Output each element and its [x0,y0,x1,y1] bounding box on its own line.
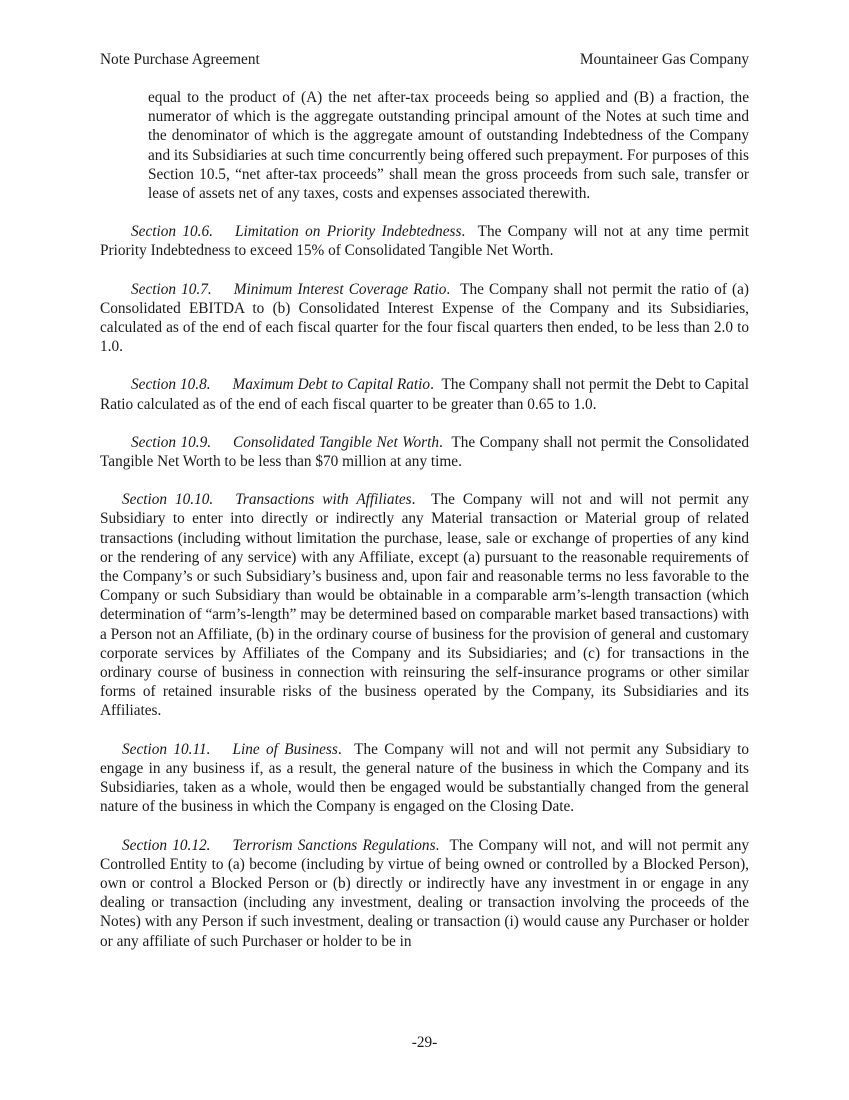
section-title: Minimum Interest Coverage Ratio [233,280,447,298]
section-body: The Company will not and will not permit any Subsidiary to enter into directly or indirectly any Material transaction or Material group of related transactions (including without limitation the purchase, lease, sale or exchange of properties of any kind or the rendering of any service) with any Affiliate, except (a) pursuant to the reasonable requirements of the Company’s or such Subsidiary’s business and, upon fair and reasonable terms no less favorable to the Company or such Subsidiary than would be obtainable in a comparable arm’s-length transaction (which determination of “arm’s-length” may be determined based on comparable market based transactions) with a Person not an Affiliate, (b) in the ordinary course of business for the provision of general and customary corporate services by Affiliates of the Company and its Subsidiaries; and (c) for transactions in the ordinary course of business in connection with reinsuring the self-insurance programs or other similar forms of retained insurable risks of the business operated by the Company, its Subsidiaries and its Affiliates. [100,491,749,720]
section-title: Maximum Debt to Capital Ratio [232,376,431,394]
section-number: Section 10.7. [131,280,212,298]
section-body: The Company will not, and will not permit any Controlled Entity to (a) become (including by virtue of being owned or controlled by a Blocked Person), own or control a Blocked Person or (b) directly or indirectly have any investment in or engage in any dealing or transaction (including any investment, dealing or transaction involving the proceeds of the Notes) with any Person if such investment, dealing or transaction (i) would cause any Purchaser or holder or any affiliate of such Purchaser or holder to be in [100,836,750,950]
section-10-8: Section 10.8. Maximum Debt to Capital Ratio. The Company shall not permit the Debt to Capital Ratio calculated as of the end of each fiscal quarter to be greater than 0.65 to 1.0. [100,376,749,413]
header-document-title: Note Purchase Agreement [100,51,260,68]
section-10-12: Section 10.12. Terrorism Sanctions Regulations. The Company will not, and will not permit any Controlled Entity to (a) become (including by virtue of being owned or controlled by a Blocked Person), own or control a Blocked Person or (b) directly or indirectly have any investment in or engage in any dealing or transaction (including any investment, dealing or transaction involving the proceeds of the Notes) with any Person if such investment, dealing or transaction (i) would cause any Purchaser or holder or any affiliate of such Purchaser or holder to be in [100,836,750,950]
section-title: Terrorism Sanctions Regulations [232,836,436,854]
section-number: Section 10.12. [122,836,211,854]
section-10-6: Section 10.6. Limitation on Priority Indebtedness. The Company will not at any time permit Priority Indebtedness to exceed 15% of Consolidated Tangible Net Worth. [100,223,750,260]
section-10-7: Section 10.7. Minimum Interest Coverage Ratio. The Company shall not permit the ratio of (a) Consolidated EBITDA to (b) Consolidated Interest Expense of the Company and its Subsidiaries, calculated as of the end of each fiscal quarter for the four fiscal quarters then ended, to be less than 2.0 to 1.0. [100,280,749,356]
section-number: Section 10.8. [131,376,211,394]
section-title: Transactions with Affiliates [235,491,412,509]
section-body: The Company shall not permit the ratio of (a) Consolidated EBITDA to (b) Consolidated Interest Expense of the Company and its Subsidiaries, calculated as of the end of each fiscal quarter for the four fiscal quarters then ended, to be less than 2.0 to 1.0. [100,280,749,356]
page-number: -29- [411,1034,438,1051]
section-number: Section 10.10. [122,491,214,509]
header-company-name: Mountaineer Gas Company [579,51,749,68]
section-title: Limitation on Priority Indebtedness [234,223,462,241]
section-body: The Company shall not permit the Consolidated Tangible Net Worth to be less than $70 million at any time. [100,433,749,471]
section-number: Section 10.9. [131,433,212,451]
section-10-9: Section 10.9. Consolidated Tangible Net Worth. The Company shall not permit the Consolidated Tangible Net Worth to be less than $70 million at any time. [100,433,749,471]
section-body: The Company will not at any time permit Priority Indebtedness to exceed 15% of Consolidated Tangible Net Worth. [100,223,750,260]
section-10-10: Section 10.10. Transactions with Affiliates. The Company will not and will not permit any Subsidiary to enter into directly or indirectly any Material transaction or Material group of related transactions (including without limitation the purchase, lease, sale or exchange of properties of any kind or the rendering of any service) with any Affiliate, except (a) pursuant to the reasonable requirements of the Company’s or such Subsidiary’s business and, upon fair and reasonable terms no less favorable to the Company or such Subsidiary than would be obtainable in a comparable arm’s-length transaction (which determination of “arm’s-length” may be determined based on comparable market based transactions) with a Person not an Affiliate, (b) in the ordinary course of business for the provision of general and customary corporate services by Affiliates of the Company and its Subsidiaries; and (c) for transactions in the ordinary course of business in connection with reinsuring the self-insurance programs or other similar forms of retained insurable risks of the business operated by the Company, its Subsidiaries and its Affiliates. [100,491,749,720]
document-body [100,88,749,970]
section-number: Section 10.11. [122,740,211,758]
section-body: The Company will not and will not permit any Subsidiary to engage in any business if, as a result, the general nature of the business in which the Company and its Subsidiaries, taken as a whole, would then be engaged would be substantially changed from the general nature of the business in which the Company is engaged on the Closing Date. [100,740,749,816]
section-number: Section 10.6. [131,223,213,241]
section-title: Line of Business [232,740,338,758]
continuation-paragraph: equal to the product of (A) the net after-tax proceeds being so applied and (B) a fraction, the numerator of which is the aggregate outstanding principal amount of the Notes at such time and the denominator of which is the aggregate amount of outstanding Indebtedness of the Company and its Subsidiaries at such time concurrently being offered such prepayment. For purposes of this Section 10.5, “net after-tax proceeds” shall mean the gross proceeds from such sale, transfer or lease of assets net of any taxes, costs and expenses associated therewith. [148,89,749,203]
section-title: Consolidated Tangible Net Worth [233,433,439,451]
section-body: The Company shall not permit the Debt to Capital Ratio calculated as of the end of each fiscal quarter to be greater than 0.65 to 1.0. [100,376,749,413]
section-10-11: Section 10.11. Line of Business. The Company will not and will not permit any Subsidiary to engage in any business if, as a result, the general nature of the business in which the Company and its Subsidiaries, taken as a whole, would then be engaged would be substantially changed from the general nature of the business in which the Company is engaged on the Closing Date. [100,740,749,816]
page-header [100,51,749,69]
